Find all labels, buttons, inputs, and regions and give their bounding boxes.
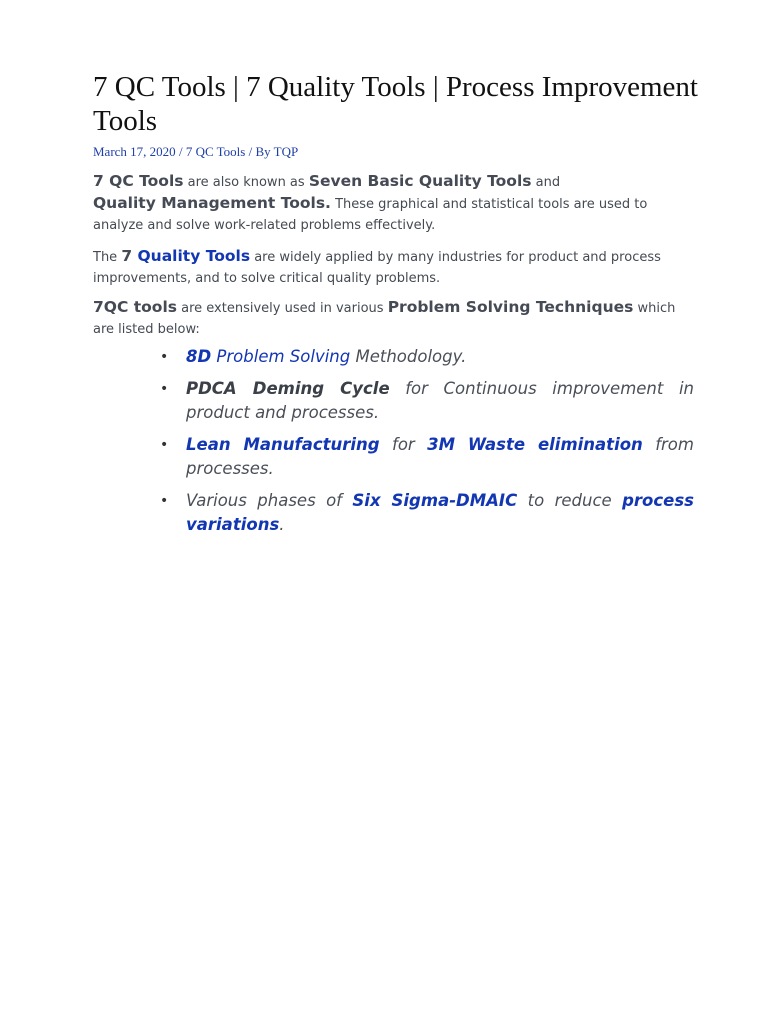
article-meta: [93, 144, 298, 160]
text-fragment: The: [93, 250, 122, 265]
text-fragment: which are listed below:: [93, 301, 676, 337]
term-problem-solving-techniques: Problem Solving Techniques: [387, 298, 634, 316]
meta-separator: /: [175, 144, 186, 159]
quality-tools-link[interactable]: Quality Tools: [137, 247, 251, 265]
text-fragment: are also known as: [183, 175, 309, 190]
8d-link[interactable]: 8D: [186, 347, 212, 366]
lean-manufacturing-link[interactable]: Lean Manufacturing: [186, 435, 380, 454]
text-fragment: .: [279, 515, 285, 534]
text-fragment: for: [379, 435, 428, 454]
list-item-8d: [160, 345, 694, 369]
meta-by-label: / By: [245, 144, 274, 159]
text-fragment: are extensively used in various: [176, 301, 388, 316]
text-fragment: are widely applied by many industries for product and process improvements, and to solve critical quality problems.: [93, 250, 661, 286]
six-sigma-dmaic-link[interactable]: Six Sigma-DMAIC: [352, 491, 518, 510]
text-fragment: Methodology.: [350, 347, 467, 366]
text-fragment: Various phases of: [186, 491, 353, 510]
text-fragment: from processes.: [186, 435, 694, 478]
term-seven-basic-quality-tools: Seven Basic Quality Tools: [308, 172, 532, 190]
text-fragment: and: [531, 175, 561, 190]
text-fragment: These graphical and statistical tools are used to analyze and solve work-related problems effectively.: [93, 197, 648, 233]
intro-paragraph: [93, 171, 693, 236]
post-date-link[interactable]: March 17, 2020: [93, 144, 176, 159]
list-item-pdca: [160, 377, 694, 425]
pdca-deming-cycle-term: PDCA Deming Cycle: [186, 379, 390, 398]
text-fragment: for Continuous improvement in product and processes.: [186, 379, 694, 422]
techniques-paragraph: [93, 297, 693, 340]
3m-waste-elimination-link[interactable]: 3M Waste elimination: [427, 435, 643, 454]
list-item-six-sigma: [160, 489, 694, 537]
term-7qc-tools-lower: 7QC tools: [93, 298, 177, 316]
article-title: 7 QC Tools | 7 Quality Tools | Process Improvement Tools: [93, 71, 698, 137]
text-fragment: to reduce: [517, 491, 623, 510]
author-link[interactable]: TQP: [273, 144, 299, 159]
category-link[interactable]: 7 QC Tools: [185, 144, 246, 159]
term-7qc-tools: 7 QC Tools: [93, 172, 184, 190]
techniques-list: [160, 345, 694, 545]
term-quality-management-tools: Quality Management Tools.: [93, 194, 331, 212]
term-7: 7: [121, 247, 138, 265]
list-item-lean: [160, 433, 694, 481]
application-paragraph: [93, 246, 693, 289]
problem-solving-link[interactable]: Problem Solving: [211, 347, 351, 366]
process-variations-link[interactable]: process variations: [186, 491, 695, 534]
